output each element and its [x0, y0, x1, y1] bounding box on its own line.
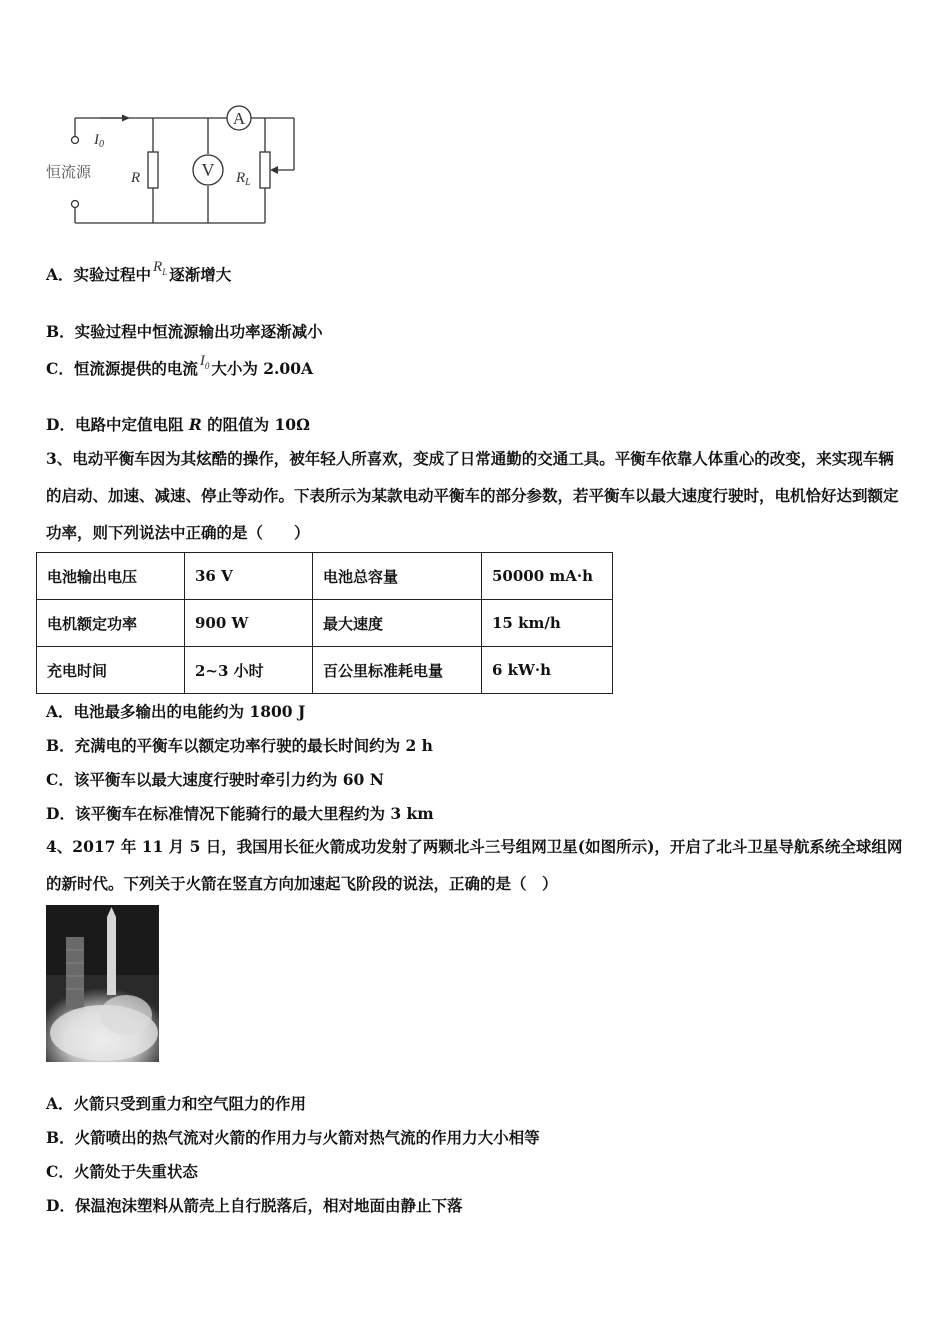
symbol-rl: $R_L$: [153, 259, 168, 277]
circuit-diagram: [40, 96, 310, 236]
resistor-label: R: [131, 170, 141, 186]
table-row: 充电时间 2~3 小时 百公里标准耗电量 6 kW·h: [37, 647, 613, 694]
current-label: $I_0$: [94, 132, 104, 150]
load-resistor-label: $R_L$: [236, 170, 251, 188]
q4-option-c: C．火箭处于失重状态: [46, 1162, 198, 1181]
q2-option-c: C．恒流源提供的电流 $I_0$ 大小为 2.00A: [46, 353, 314, 378]
params-table: [36, 552, 613, 694]
q2-option-a: A．实验过程中 $R_L$ 逐渐增大: [46, 259, 232, 284]
voltmeter-label: V: [201, 160, 215, 180]
q4-stem: 4、2017 年 11 月 5 日，我国用长征火箭成功发射了两颗北斗三号组网卫星(如图所示)，开启了北斗卫星导航系统全球组网的新时代。下列关于火箭在竖直方向加速起飞阶段的说法，正确的是（ ）: [46, 837, 903, 893]
q3-option-b: B．充满电的平衡车以额定功率行驶的最长时间约为 2 h: [46, 736, 433, 755]
q2-option-b: B．实验过程中恒流源输出功率逐渐减小: [46, 322, 323, 341]
q3-option-d: D．该平衡车在标准情况下能骑行的最大里程约为 3 km: [46, 804, 434, 823]
q4-option-b: B．火箭喷出的热气流对火箭的作用力与火箭对热气流的作用力大小相等: [46, 1128, 540, 1147]
rocket-launch-photo: [46, 905, 159, 1062]
q3-option-c: C．该平衡车以最大速度行驶时牵引力约为 60 N: [46, 770, 384, 789]
symbol-i0: $I_0$: [199, 353, 210, 371]
table-row: 电机额定功率 900 W 最大速度 15 km/h: [37, 600, 613, 647]
q2-option-d: D．电路中定值电阻 R 的阻值为 10Ω: [46, 415, 310, 434]
q4-option-d: D．保温泡沫塑料从箭壳上自行脱落后，相对地面由静止下落: [46, 1196, 463, 1215]
source-label: 恒流源: [46, 163, 92, 181]
q4-option-a: A．火箭只受到重力和空气阻力的作用: [46, 1094, 307, 1113]
ammeter-label: A: [232, 109, 246, 128]
table-row: 电池输出电压 36 V 电池总容量 50000 mA·h: [37, 553, 613, 600]
q3-option-a: A．电池最多输出的电能约为 1800 J: [46, 702, 306, 721]
q3-stem: 3、电动平衡车因为其炫酷的操作，被年轻人所喜欢，变成了日常通勤的交通工具。平衡车依靠人体重心的改变，来实现车辆的启动、加速、减速、停止等动作。下表所示为某款电动平衡车的部分参数，若平衡车以最大速度行驶时，电机恰好达到额定功率，则下列说法中正确的是（ ）: [46, 449, 899, 542]
